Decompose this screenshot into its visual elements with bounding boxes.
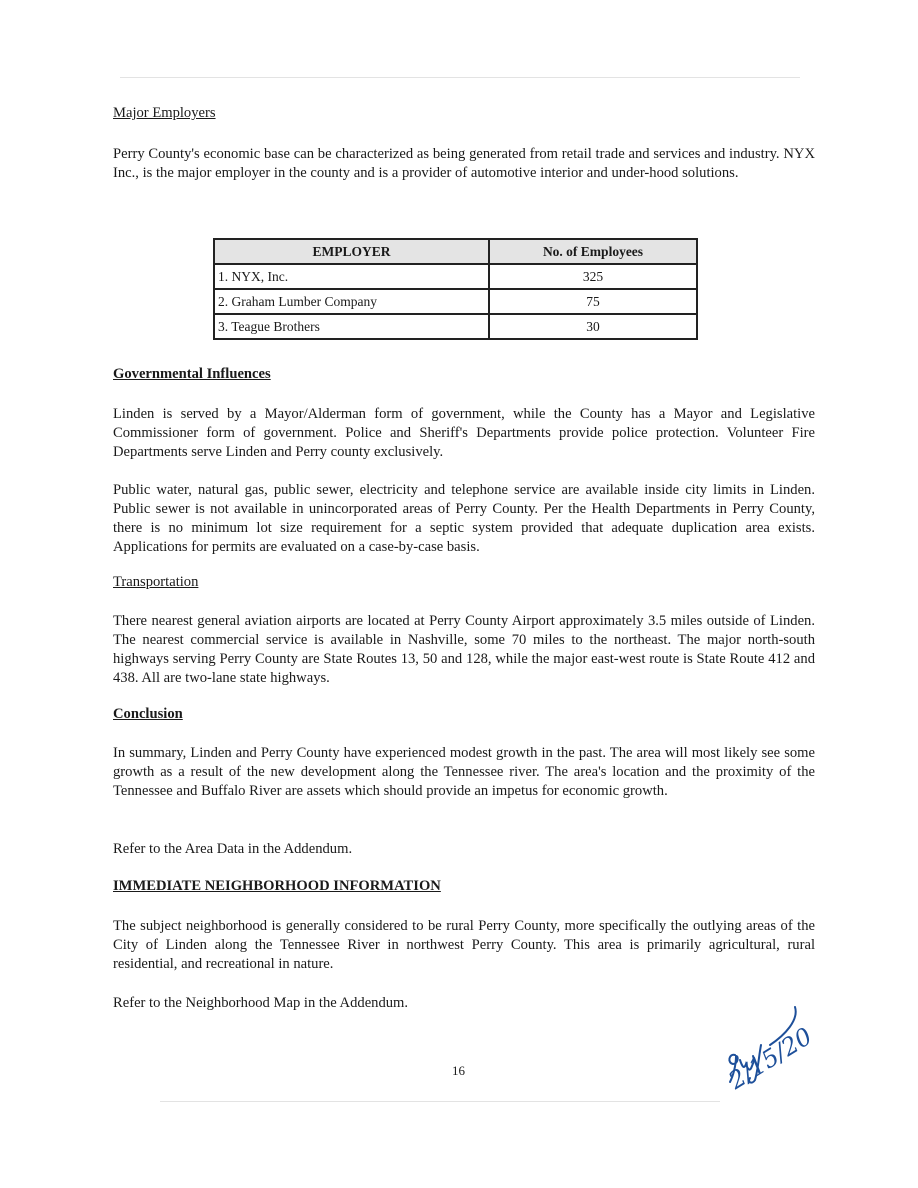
handwritten-signature-date: 2/15/20 [723,1022,818,1095]
cell-employees: 30 [489,314,697,339]
heading-transportation: Transportation [113,574,199,590]
cell-employees: 75 [489,289,697,314]
scan-artifact-line [120,77,800,78]
header-employees: No. of Employees [489,239,697,264]
table-row [214,314,697,339]
cell-employer: 1. NYX, Inc. [214,264,489,289]
heading-immediate-neighborhood: IMMEDIATE NEIGHBORHOOD INFORMATION [113,878,441,894]
paragraph-neighborhood: The subject neighborhood is generally considered to be rural Perry County, more specifically the outlying areas of the City of Linden along the Tennessee River in northwest Perry County. This area is primarily agricultural, rural residential, and recreational in nature. [113,918,815,972]
refer-area-data: Refer to the Area Data in the Addendum. [113,841,353,857]
header-employer: EMPLOYER [214,239,489,264]
paragraph-transportation: There nearest general aviation airports are located at Perry County Airport approximately 3.5 miles outside of Linden. The nearest commercial service is available in Nashville, some 70 miles to the northeast. The major north-south highways serving Perry County are State Routes 13, 50 and 128, while the major east-west route is State Route 412 and 438. All are two-lane state highways. [113,613,815,686]
paragraph-conclusion: In summary, Linden and Perry County have experienced modest growth in the past. The area will most likely see some growth as a result of the new development along the Tennessee river. The area's location and the proximity of the Tennessee and Buffalo River are assets which should provide an impetus for economic growth. [113,745,815,799]
heading-governmental-influences: Governmental Influences [113,366,271,382]
cell-employees: 325 [489,264,697,289]
refer-neighborhood-map: Refer to the Neighborhood Map in the Addendum. [113,995,409,1011]
paragraph-governmental-2: Public water, natural gas, public sewer, electricity and telephone service are available inside city limits in Linden. Public sewer is not available in unincorporated areas of Perry County. Per the Health Departments in Perry County, there is no minimum lot size requirement for a septic system provided that adequate duplication area exists. Applications for permits are evaluated on a case-by-case basis. [113,482,815,555]
paragraph-governmental-1: Linden is served by a Mayor/Alderman form of government, while the County has a Mayor and Legislative Commissioner form of government. Police and Sheriff's Departments provide police protection. Volunteer Fire Departments serve Linden and Perry county exclusively. [113,406,815,460]
scan-artifact-line [160,1101,720,1102]
cell-employer: 3. Teague Brothers [214,314,489,339]
table-row [214,289,697,314]
table-header-row [214,239,697,264]
cell-employer: 2. Graham Lumber Company [214,289,489,314]
table-row [214,264,697,289]
heading-conclusion: Conclusion [113,706,183,722]
heading-major-employers: Major Employers [113,105,216,121]
page-number: 16 [452,1063,465,1078]
paragraph-major-employers: Perry County's economic base can be characterized as being generated from retail trade and services and industry. NYX Inc., is the major employer in the county and is a provider of automotive interior and under-hood solutions. [113,146,815,181]
employer-table [213,238,698,340]
